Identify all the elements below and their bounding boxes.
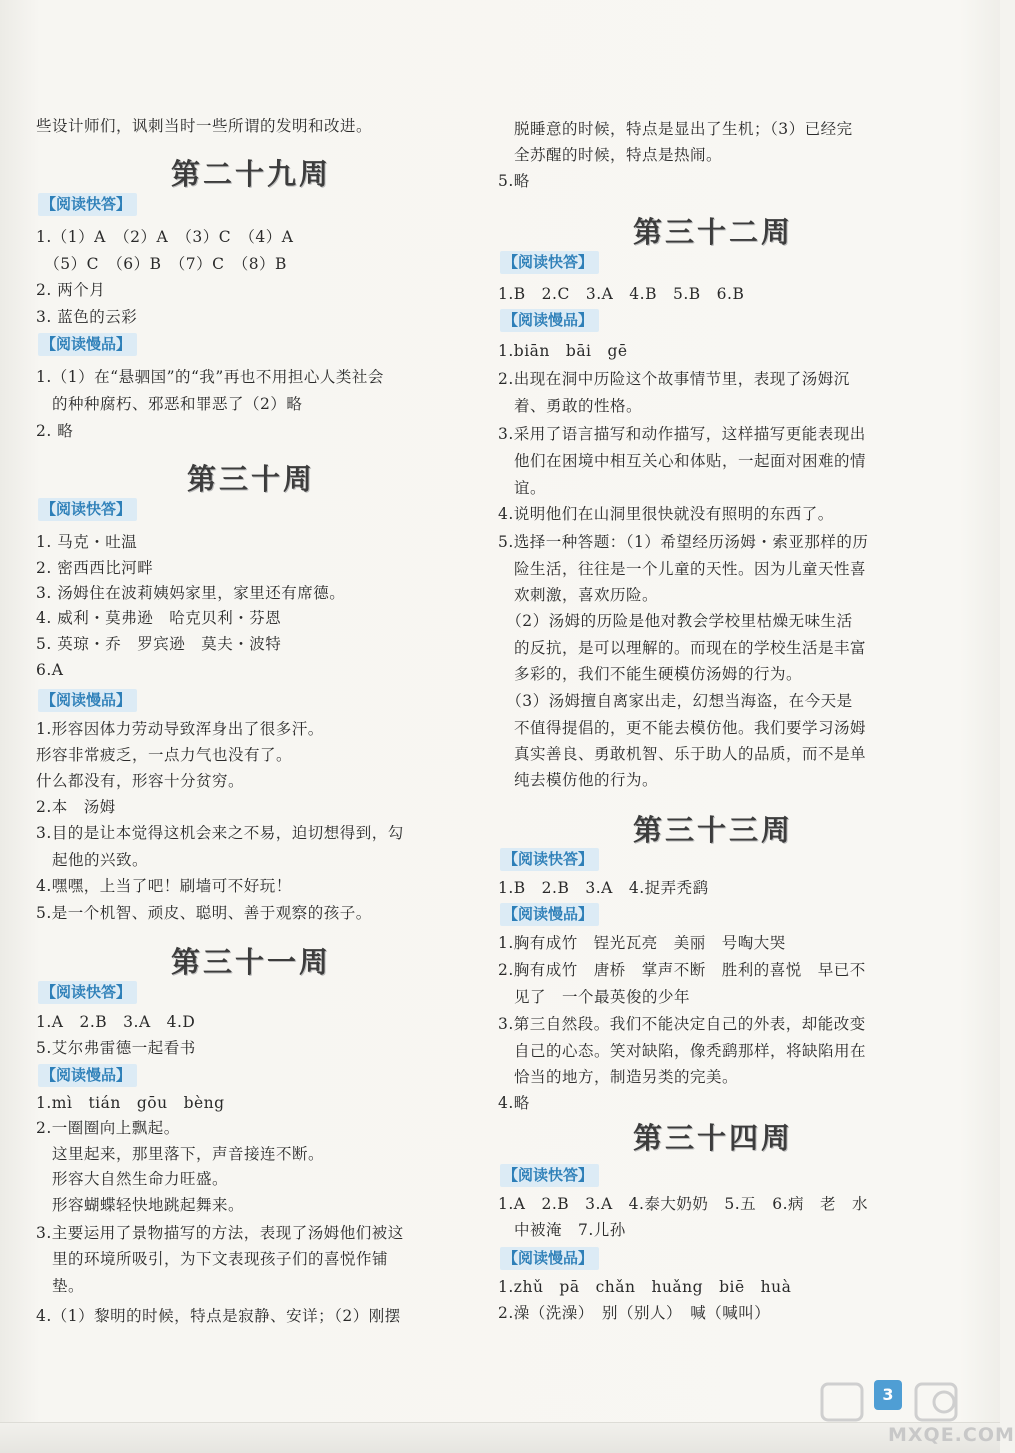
answer-line-right-38: 中被淹 7.儿孙 [498,1221,626,1239]
section-tag-right-6: 【阅读慢品】 [500,309,599,332]
answer-line-right-21: 不值得提倡的，更不能去模仿他。我们要学习汤姆 [498,719,867,737]
answer-line-right-32: 自己的心态。笑对缺陷，像秃鹞那样，将缺陷用在 [498,1042,867,1060]
answer-line-right-7: 1.biān bāi gē [498,342,628,360]
answer-line-right-17: （2）汤姆的历险是他对教会学校里枯燥无味生活 [498,612,853,630]
answer-line-right-1: 全苏醒的时候，特点是热闹。 [498,146,723,164]
answer-line-right-2: 5.略 [498,172,530,190]
section-tag-left-2: 【阅读快答】 [38,193,137,216]
answer-line-left-6: 3. 蓝色的云彩 [36,308,138,326]
answer-line-right-37: 1.A 2.B 3.A 4.泰大奶奶 5.五 6.病 老 水 [498,1195,869,1213]
answer-line-right-16: 欢刺激，喜欢历险。 [498,586,659,604]
answer-line-left-0: 些设计师们，讽刺当时一些所谓的发明和改进。 [36,117,373,135]
answer-line-left-21: 形容非常疲乏，一点力气也没有了。 [36,746,293,764]
answer-line-left-8: 1.（1）在“悬驷国”的“我”再也不用担心人类社会 [36,368,384,386]
answer-line-right-26: 1.B 2.B 3.A 4.捉弄秃鹞 [498,879,709,897]
answer-line-left-16: 4. 威利・莫弗逊 哈克贝利・芬恩 [36,609,282,627]
answer-line-left-22: 什么都没有，形容十分贫穷。 [36,772,245,790]
week-heading-right-35: 第三十四周 [632,1121,793,1155]
answer-line-left-39: 里的环境所吸引，为下文表现孩子们的喜悦作铺 [36,1250,389,1268]
answer-line-right-11: 他们在困境中相互关心和体贴，一起面对困难的情 [498,452,867,470]
page-number: 3 [874,1380,902,1410]
answer-line-right-34: 4.略 [498,1094,530,1112]
section-tag-right-25: 【阅读快答】 [500,848,599,871]
answer-line-left-25: 起他的兴致。 [36,851,149,869]
answer-line-left-17: 5. 英琼・乔 罗宾逊 莫夫・波特 [36,635,282,653]
answer-line-right-18: 的反抗，是可以理解的。而现在的学校生活是丰富 [498,639,867,657]
week-heading-left-1: 第二十九周 [170,157,331,191]
answer-line-left-13: 1. 马克・吐温 [36,533,138,551]
answer-line-right-19: 多彩的，我们不能生硬模仿汤姆的行为。 [498,665,803,683]
answer-line-left-15: 3. 汤姆住在波莉姨妈家里，家里还有席德。 [36,584,346,602]
answer-line-left-38: 3.主要运用了景物描写的方法，表现了汤姆他们被这 [36,1224,404,1242]
answer-line-left-18: 6.A [36,661,64,679]
section-tag-left-32: 【阅读慢品】 [38,1064,137,1087]
answer-line-right-12: 谊。 [498,479,547,497]
week-heading-right-3: 第三十二周 [632,215,793,249]
answer-line-left-26: 4.嘿嘿，上当了吧！刷墙可不好玩！ [36,877,292,895]
answer-line-left-5: 2. 两个月 [36,281,106,299]
answer-line-left-33: 1.mì tián gōu bèng [36,1094,225,1112]
answer-line-right-13: 4.说明他们在山洞里很快就没有照明的东西了。 [498,505,834,523]
answer-line-left-37: 形容蝴蝶轻快地跳起舞来。 [36,1196,245,1214]
answer-line-right-14: 5.选择一种答题：（1）希望经历汤姆・索亚那样的历 [498,533,869,551]
answer-line-left-34: 2.一圈圈向上飘起。 [36,1119,180,1137]
answer-line-left-23: 2.本 汤姆 [36,798,116,816]
week-heading-left-28: 第三十一周 [170,945,331,979]
week-heading-left-11: 第三十周 [186,462,315,496]
answer-line-left-4: （5）C （6）B （7）C （8）B [36,255,287,273]
answer-line-left-24: 3.目的是让本觉得这机会来之不易，迫切想得到，勾 [36,824,404,842]
answer-line-right-8: 2.出现在洞中历险这个故事情节里，表现了汤姆沉 [498,370,850,388]
section-tag-left-7: 【阅读慢品】 [38,333,137,356]
answer-line-right-30: 见了 一个最英俊的少年 [498,988,691,1006]
answer-line-left-36: 形容大自然生命力旺盛。 [36,1170,229,1188]
section-tag-right-4: 【阅读快答】 [500,251,599,274]
answer-line-left-27: 5.是一个机智、顽皮、聪明、善于观察的孩子。 [36,904,372,922]
answer-line-left-41: 4.（1）黎明的时候，特点是寂静、安详；（2）刚摆 [36,1307,401,1325]
answer-line-right-15: 险生活，往往是一个儿童的天性。因为儿童天性喜 [498,560,867,578]
section-tag-right-36: 【阅读快答】 [500,1164,599,1187]
answer-line-right-23: 纯去模仿他的行为。 [498,771,659,789]
answer-line-right-5: 1.B 2.C 3.A 4.B 5.B 6.B [498,285,745,303]
answer-line-left-30: 1.A 2.B 3.A 4.D [36,1013,196,1031]
answer-line-left-35: 这里起来，那里落下，声音接连不断。 [36,1145,325,1163]
answer-line-left-40: 垫。 [36,1277,85,1295]
section-tag-right-27: 【阅读慢品】 [500,903,599,926]
answer-line-right-40: 1.zhǔ pā chǎn huǎng biē huà [498,1278,792,1296]
answer-line-right-41: 2.澡（洗澡） 别（别人） 喊（喊叫） [498,1304,771,1322]
answer-line-right-22: 真实善良、勇敢机智、乐于助人的品质，而不是单 [498,745,867,763]
answer-line-right-10: 3.采用了语言描写和动作描写，这样描写更能表现出 [498,425,866,443]
answer-line-right-0: 脱睡意的时候，特点是显出了生机；（3）已经完 [498,120,853,138]
answer-line-right-29: 2.胸有成竹 唐桥 掌声不断 胜利的喜悦 早已不 [498,961,866,979]
week-heading-right-24: 第三十三周 [632,813,793,847]
page-footer [0,1422,1000,1453]
answer-line-left-20: 1.形容因体力劳动导致浑身出了很多汗。 [36,720,324,738]
answer-line-left-3: 1.（1）A （2）A （3）C （4）A [36,228,294,246]
answer-line-right-28: 1.胸有成竹 锃光瓦亮 美丽 号啕大哭 [498,934,786,952]
section-tag-left-29: 【阅读快答】 [38,981,137,1004]
section-tag-left-12: 【阅读快答】 [38,498,137,521]
watermark-text: MXQE.COM [888,1424,1015,1446]
section-tag-left-19: 【阅读慢品】 [38,689,137,712]
answer-line-left-31: 5.艾尔弗雷德一起看书 [36,1039,196,1057]
answer-line-left-14: 2. 密西西比河畔 [36,559,154,577]
answer-line-left-9: 的种种腐朽、邪恶和罪恶了（2）略 [36,395,303,413]
answer-line-left-10: 2. 略 [36,422,74,440]
answer-line-right-33: 恰当的地方，制造另类的完美。 [498,1068,739,1086]
answer-line-right-31: 3.第三自然段。我们不能决定自己的外表，却能改变 [498,1015,866,1033]
answer-line-right-9: 着、勇敢的性格。 [498,397,643,415]
section-tag-right-39: 【阅读慢品】 [500,1247,599,1270]
answer-line-right-20: （3）汤姆擅自离家出走，幻想当海盗，在今天是 [498,692,853,710]
